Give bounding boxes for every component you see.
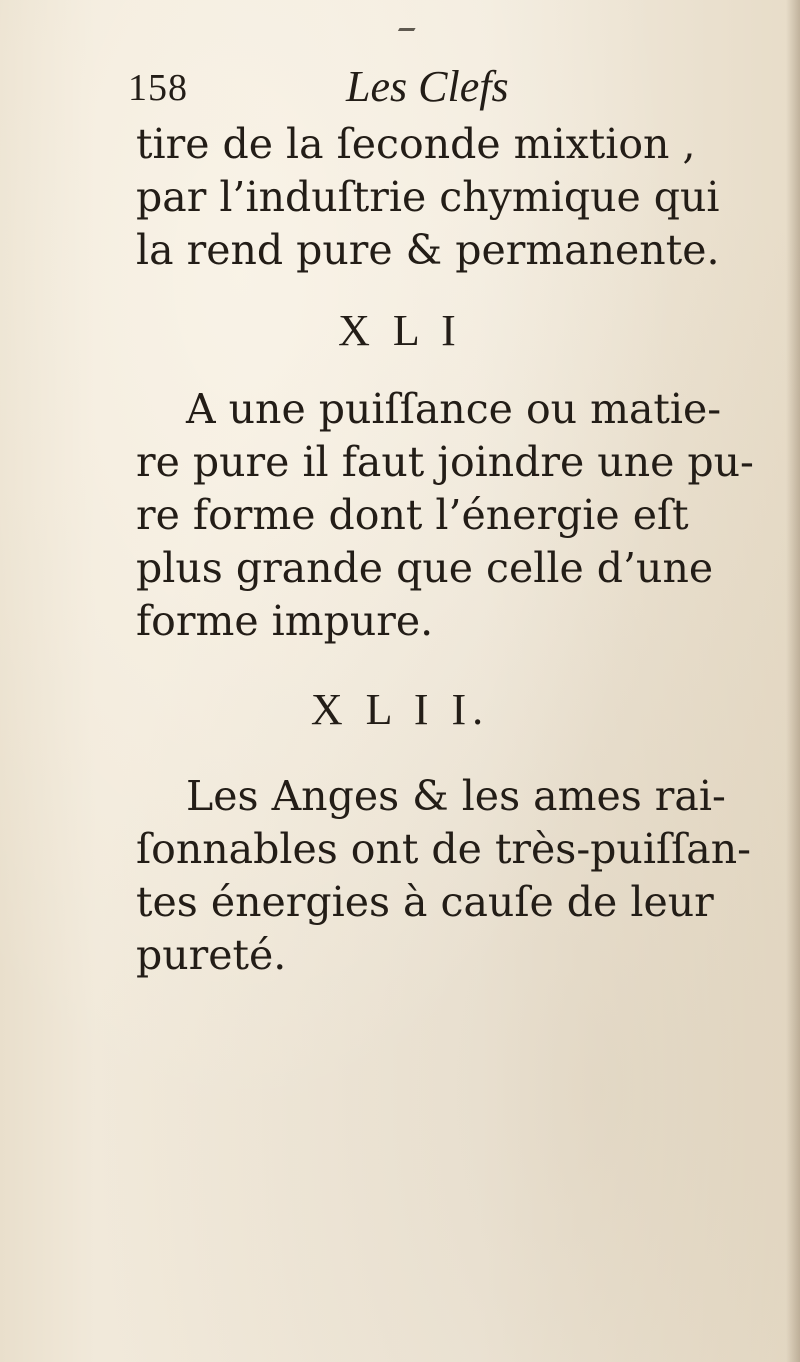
text-line: tire de la ſeconde mixtion , — [136, 120, 696, 168]
text-line: la rend pure & permanente. — [136, 226, 720, 274]
section-42-body — [136, 770, 776, 982]
text-line: plus grande que celle d’une — [136, 544, 714, 592]
text-line: pureté. — [136, 931, 287, 979]
paragraph-continued — [136, 118, 776, 277]
section-41-body — [136, 383, 776, 648]
text-line: A une puiſſance ou matie- — [186, 385, 722, 433]
ink-mark — [394, 28, 415, 37]
text-line: Les Anges & les ames rai- — [186, 772, 726, 820]
running-title: Les Clefs — [346, 62, 509, 111]
section-heading-41: X L I — [338, 306, 462, 355]
text-line: par l’induſtrie chymique qui — [136, 173, 720, 221]
running-head — [128, 62, 688, 112]
text-line: re pure il faut joindre une pu- — [136, 438, 754, 486]
page-number: 158 — [128, 67, 188, 109]
text-line: re forme dont l’énergie eſt — [136, 491, 689, 539]
text-line: ſonnables ont de très-puiſſan- — [136, 825, 751, 873]
section-heading-42: X L I I. — [310, 685, 490, 734]
page-edge-shadow — [786, 0, 800, 1362]
text-line: tes énergies à cauſe de leur — [136, 878, 714, 926]
text-line: forme impure. — [136, 597, 434, 645]
